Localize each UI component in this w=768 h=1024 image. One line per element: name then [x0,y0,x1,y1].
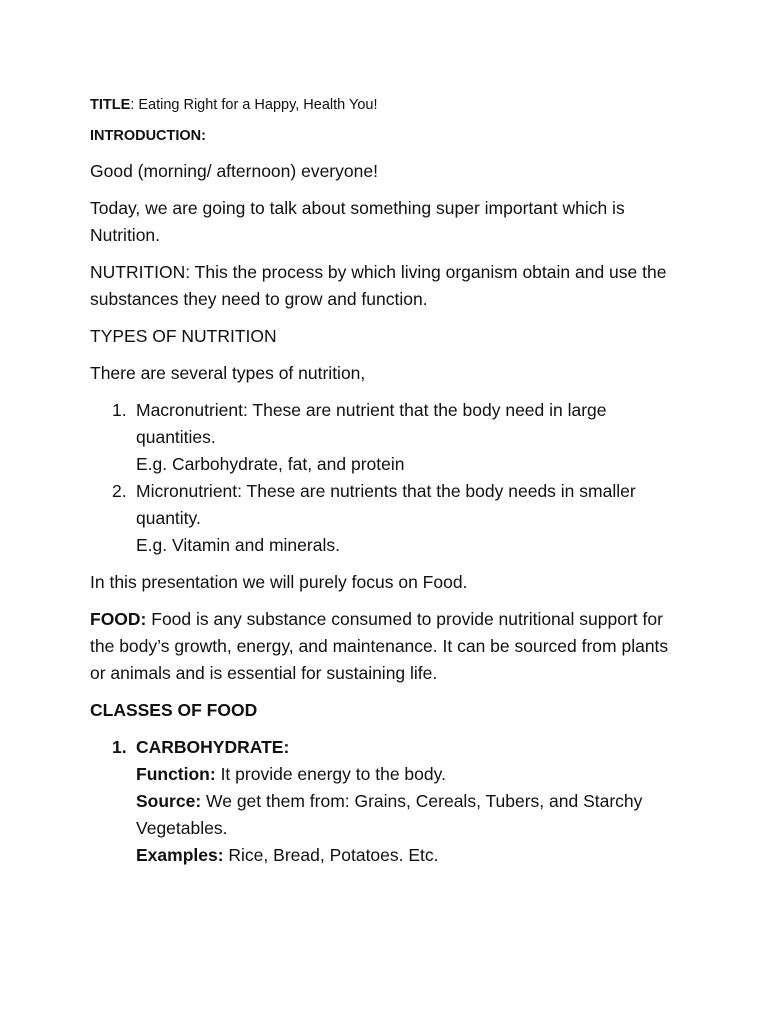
examples-label: Examples: [136,845,224,865]
list-item-text: Micronutrient: These are nutrients that the body needs in smaller quantity. [136,481,636,528]
classes-of-food-heading [90,697,680,724]
list-number: 1. [112,737,127,757]
food-classes-list [90,734,680,869]
class-source [136,788,680,842]
introduction-heading-text: INTRODUCTION: [90,128,206,144]
list-item [90,397,680,478]
examples-text: Rice, Bread, Potatoes. Etc. [223,845,439,865]
today-paragraph: Today, we are going to talk about something super important which is Nutrition. [90,198,625,245]
list-item-example: E.g. Vitamin and minerals. [136,535,340,555]
list-item-example: E.g. Carbohydrate, fat, and protein [136,454,405,474]
function-text: It provide energy to the body. [215,764,446,784]
introduction-heading [90,127,680,145]
nutrition-types-list [90,397,680,559]
list-item [90,734,680,869]
food-definition-text: Food is any substance consumed to provide nutritional support for the body’s growth, energy, and maintenance. It can be sourced from plants or animals and is essential for sustaining life. [90,609,669,683]
greeting-paragraph: Good (morning/ afternoon) everyone! [90,161,378,181]
source-text: We get them from: Grains, Cereals, Tubers, and Starchy Vegetables. [136,791,643,838]
list-number: 2. [112,481,127,501]
class-function [136,761,680,788]
list-number: 1. [112,400,127,420]
types-intro-paragraph: There are several types of nutrition, [90,363,366,383]
types-of-nutrition-heading: TYPES OF NUTRITION [90,326,277,346]
class-name: CARBOHYDRATE: [136,737,290,757]
food-label: FOOD: [90,609,147,629]
title-text: : Eating Right for a Happy, Health You! [130,97,378,113]
class-examples [136,842,680,869]
focus-paragraph: In this presentation we will purely focus on Food. [90,572,468,592]
food-definition [90,606,680,687]
title-label: TITLE [90,97,131,113]
source-label: Source: [136,791,202,811]
list-item [90,478,680,559]
list-item-text: Macronutrient: These are nutrient that the body need in large quantities. [136,400,607,447]
title-line [90,96,680,114]
nutrition-definition: NUTRITION: This the process by which living organism obtain and use the substances they need to grow and function. [90,262,667,309]
function-label: Function: [136,764,216,784]
classes-of-food-heading-text: CLASSES OF FOOD [90,700,258,720]
